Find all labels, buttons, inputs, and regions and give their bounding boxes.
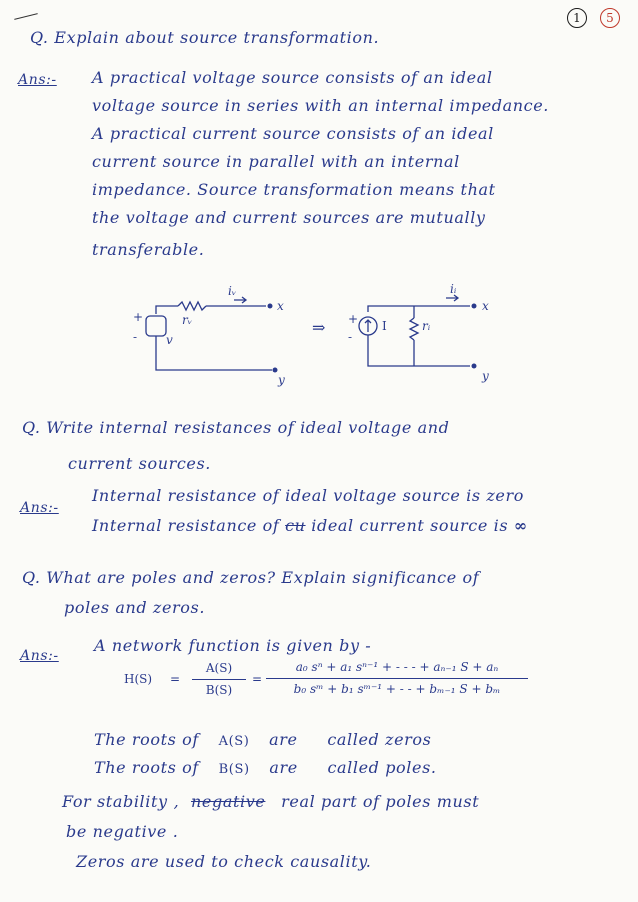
left-y-label: y: [278, 373, 285, 387]
q1-line-4: current source in parallel with an internal: [92, 152, 460, 171]
right-source-arrow: [365, 320, 371, 332]
q3-question-cont: poles and zeros.: [64, 598, 206, 617]
q3-question: Q. What are poles and zeros? Explain significance of: [22, 568, 480, 587]
left-terminal-x: [268, 304, 273, 309]
right-terminal-x: [472, 304, 477, 309]
zeros-line: [94, 730, 431, 749]
q1-line-6: the voltage and current sources are mutually: [92, 208, 486, 227]
right-plus: +: [348, 312, 359, 326]
left-top-wire: [156, 306, 178, 314]
fraction-bar-2: [266, 678, 528, 679]
right-resistor-label: rᵢ: [422, 319, 431, 333]
q1-line-1: A practical voltage source consists of an ideal: [92, 68, 493, 87]
fraction-bar-1: [192, 679, 246, 680]
left-resistor-label: rᵥ: [182, 313, 193, 327]
formula-hs: H(S): [124, 672, 153, 686]
stability-line-2: be negative .: [66, 822, 179, 841]
q1-line-5: impedance. Source transformation means that: [92, 180, 496, 199]
poles-line-b: B(S): [218, 762, 250, 777]
zeros-line-b: A(S): [218, 734, 250, 749]
q2-question-cont: current sources.: [68, 454, 211, 473]
causality-line: Zeros are used to check causality.: [76, 852, 372, 871]
poles-line-c: are: [269, 758, 298, 777]
right-minus: -: [348, 330, 353, 344]
q1-line-2: voltage source in series with an internal impedance.: [92, 96, 549, 115]
left-resistor: [178, 302, 206, 310]
q1-line-7: transferable.: [92, 240, 205, 259]
q2-line-1: Internal resistance of ideal voltage source is zero: [92, 486, 524, 505]
formula-eq-2: =: [252, 672, 263, 686]
zeros-line-d: called zeros: [327, 730, 432, 749]
left-minus: -: [133, 330, 138, 344]
q1-answer-label: Ans:-: [18, 72, 57, 88]
q3-intro: A network function is given by -: [94, 636, 372, 655]
formula-eq-1: =: [170, 672, 181, 686]
q3-answer-label: Ans:-: [20, 648, 59, 664]
stability-line: [62, 792, 479, 811]
left-bottom-wire: [156, 336, 272, 370]
q2-answer-label: Ans:-: [20, 500, 59, 516]
stability-comma: ,: [173, 792, 180, 811]
left-plus: +: [133, 310, 144, 324]
q2-line-2-struck: cu: [285, 516, 306, 535]
poles-line-d: called poles.: [327, 758, 437, 777]
q2-line-2: [92, 516, 528, 535]
stability-b: real part of poles must: [281, 792, 480, 811]
right-terminal-y: [472, 364, 477, 369]
q2-line-2-b: ideal current source is: [311, 516, 509, 535]
right-y-label: y: [482, 369, 489, 383]
stability-struck: negative: [191, 792, 266, 811]
poles-line-a: The roots of: [94, 758, 199, 777]
left-voltage-source: [146, 316, 166, 336]
infinity-symbol: ∞: [513, 516, 528, 535]
zeros-line-a: The roots of: [94, 730, 199, 749]
formula-den-bs: B(S): [205, 683, 233, 697]
left-source-label: v: [166, 333, 173, 347]
right-current-label: iᵢ: [450, 282, 457, 296]
formula-num-as: A(S): [205, 661, 233, 675]
page-number-2: 5: [600, 8, 620, 28]
right-resistor: [410, 318, 418, 340]
q1-line-3: A practical current source consists of an ideal: [92, 124, 494, 143]
right-top-wire: [368, 306, 470, 312]
q2-question: Q. Write internal resistances of ideal voltage and: [22, 418, 450, 437]
transform-arrow: ⇒: [312, 318, 326, 337]
left-terminal-y: [273, 368, 278, 373]
stability-a: For stability: [62, 792, 168, 811]
left-current-label: iᵥ: [228, 284, 237, 298]
poles-line: [94, 758, 437, 777]
q1-question: Q. Explain about source transformation.: [30, 28, 380, 47]
zeros-line-c: are: [269, 730, 298, 749]
q2-line-2-a: Internal resistance of: [92, 516, 280, 535]
page-number-1: 1: [567, 8, 587, 28]
right-x-label: x: [482, 299, 489, 313]
left-x-label: x: [277, 299, 284, 313]
formula-num-poly: a₀ sⁿ + a₁ sⁿ⁻¹ + - - - + aₙ₋₁ S + aₙ: [295, 660, 499, 674]
formula-den-poly: b₀ sᵐ + b₁ sᵐ⁻¹ + - - + bₘ₋₁ S + bₘ: [293, 682, 501, 696]
right-source-label: I: [382, 319, 387, 333]
right-bottom-wire: [368, 335, 470, 366]
